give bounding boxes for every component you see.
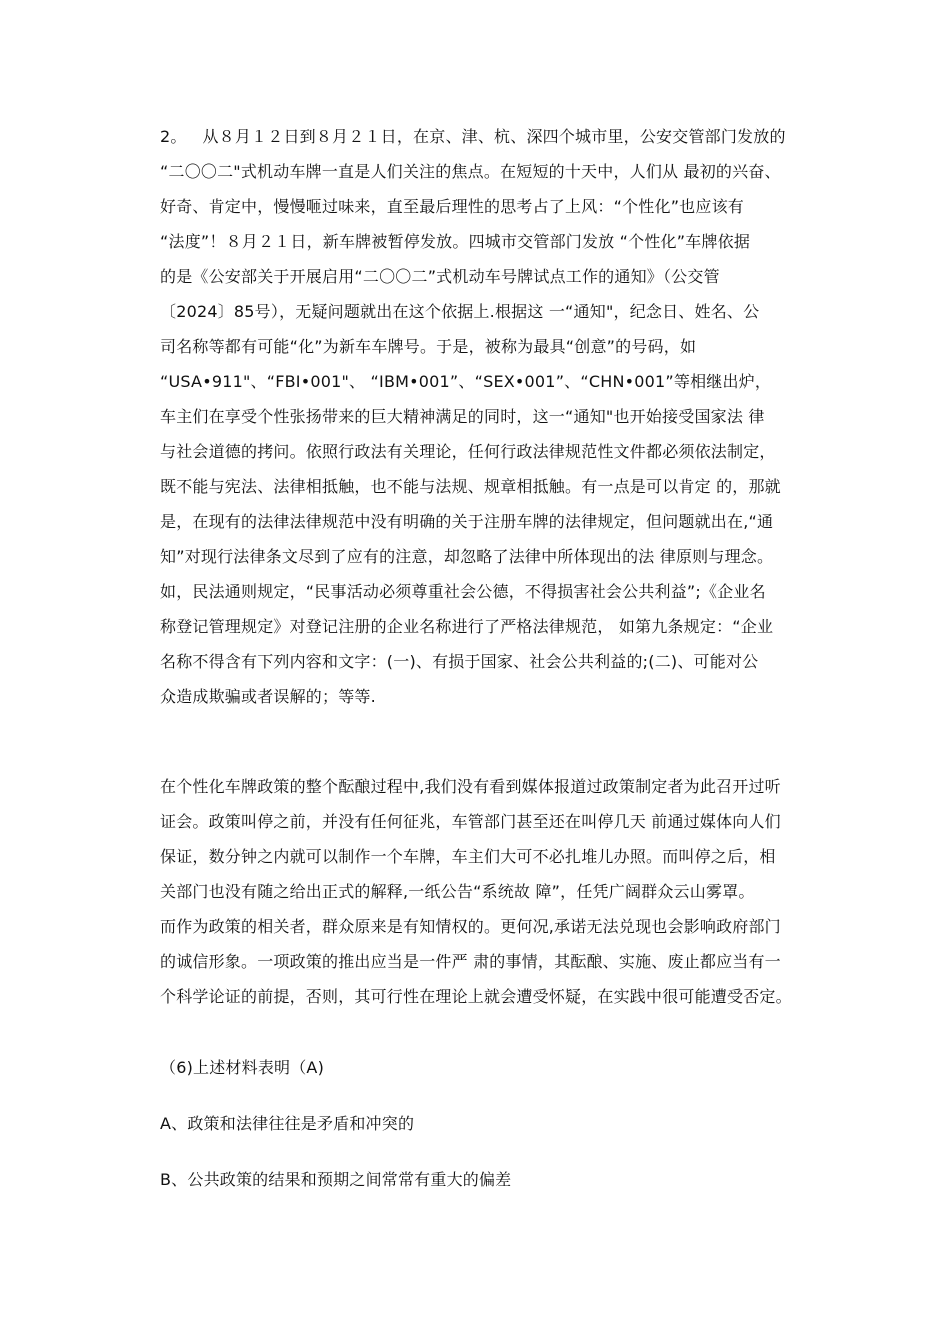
text-line: 而作为政策的相关者，群众原来是有知情权的。更何况,承诺无法兑现也会影响政府部门 [160,917,781,936]
text-line: 称登记管理规定》对登记注册的企业名称进行了严格法律规范， 如第九条规定：“企业 [160,617,774,636]
text-line: 是，在现有的法律法律规范中没有明确的关于注册车牌的法律规定，但问题就出在,“通 [160,512,774,531]
text-line: 众造成欺骗或者误解的；等等. [160,687,376,706]
text-line: 与社会道德的拷问。依照行政法有关理论，任何行政法律规范性文件都必须依法制定， [160,442,776,461]
text-line: 个科学论证的前提，否则，其可行性在理论上就会遭受怀疑，在实践中很可能遭受否定。 [160,987,792,1006]
text-line: “USA•911"、“FBI•001"、 “IBM•001”、“SEX•001”、“CHN•001”等相继出炉， [160,372,772,391]
text-line: 的诚信形象。一项政策的推出应当是一件严 肃的事情，其酝酿、实施、废止都应当有一 [160,952,781,971]
text-line: 保证，数分钟之内就可以制作一个车牌，车主们大可不必扎堆儿办照。而叫停之后，相 [160,847,776,866]
question-text: （6)上述材料表明（A) [160,1058,325,1077]
option-b: B、公共政策的结果和预期之间常常有重大的偏差 [160,1170,512,1189]
text-line: 的是《公安部关于开展启用“二〇〇二”式机动车号牌试点工作的通知》（公交管 [160,267,720,286]
text-line: 既不能与宪法、法律相抵触，也不能与法规、规章相抵触。有一点是可以肯定 的，那就 [160,477,781,496]
text-line: 在个性化车牌政策的整个酝酿过程中,我们没有看到媒体报道过政策制定者为此召开过听 [160,777,781,796]
text-line: 〔2024〕85号），无疑问题就出在这个依据上.根据这 一“通知"，纪念日、姓名、公 [160,302,760,321]
text-line: 2。 从８月１２日到８月２１日，在京、津、杭、深四个城市里，公安交管部门发放的 [160,127,786,146]
text-line: “法度”！８月２１日，新车牌被暂停发放。四城市交管部门发放 “个性化”车牌依据 [160,232,751,251]
text-line: 证会。政策叫停之前，并没有任何征兆，车管部门甚至还在叫停几天 前通过媒体向人们 [160,812,781,831]
text-line: 司名称等都有可能“化”为新车车牌号。于是，被称为最具“创意”的号码，如 [160,337,697,356]
text-line: 如，民法通则规定，“民事活动必须尊重社会公德，不得损害社会公共利益”;《企业名 [160,582,766,601]
text-line: 好奇、肯定中，慢慢咂过味来，直至最后理性的思考占了上风：“个性化”也应该有 [160,197,744,216]
text-line: 关部门也没有随之给出正式的解释,一纸公告“系统故 障”，任凭广阔群众云山雾罩。 [160,882,755,901]
option-a: A、政策和法律往往是矛盾和冲突的 [160,1114,415,1133]
text-line: “二〇〇二"式机动车牌一直是人们关注的焦点。在短短的十天中，人们从 最初的兴奋、 [160,162,781,181]
text-line: 名称不得含有下列内容和文字：(一)、有损于国家、社会公共利益的;(二)、可能对公 [160,652,759,671]
text-line: 知”对现行法律条文尽到了应有的注意，却忽略了法律中所体现出的法 律原则与理念。 [160,547,774,566]
text-line: 车主们在享受个性张扬带来的巨大精神满足的同时，这一“通知"也开始接受国家法 律 [160,407,765,426]
